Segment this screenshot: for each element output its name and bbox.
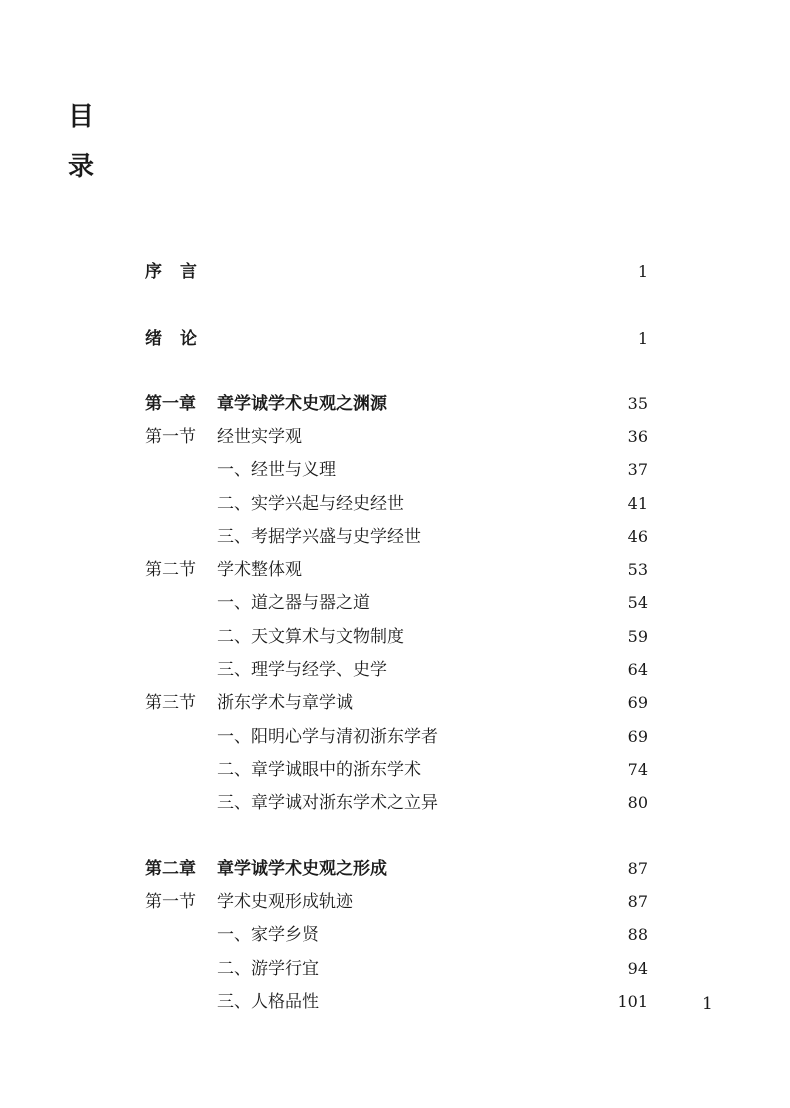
toc-entry-title: 学术整体观 [217, 560, 302, 580]
toc-entry-section [145, 424, 648, 450]
toc-entry-label: 第一章 [145, 394, 196, 414]
toc-entry-title: 一、阳明心学与清初浙东学者 [217, 727, 438, 747]
page-title-char-1: 目 [68, 102, 95, 132]
toc-entry-page: 1 [637, 329, 648, 348]
page-number: 1 [702, 994, 713, 1014]
toc-entry-section [145, 690, 648, 716]
toc-entry-page: 87 [627, 859, 648, 878]
toc-entry-subsection [145, 989, 648, 1015]
toc-entry-page: 88 [627, 925, 648, 944]
toc-entry-page: 74 [627, 760, 648, 779]
toc-entry-title: 三、考据学兴盛与史学经世 [217, 527, 421, 547]
toc-entry-subsection [145, 790, 648, 816]
toc-entry-introduction [145, 326, 648, 352]
toc-entry-label: 序言 [145, 262, 215, 282]
toc-entry-subsection [145, 724, 648, 750]
toc-entry-title: 三、人格品性 [217, 992, 319, 1012]
toc-entry-page: 41 [627, 494, 648, 513]
toc-entry-page: 94 [627, 959, 648, 978]
toc-entry-subsection [145, 590, 648, 616]
toc-entry-label: 第一节 [145, 427, 196, 447]
toc-entry-title: 学术史观形成轨迹 [217, 892, 353, 912]
toc-entry-page: 69 [627, 693, 648, 712]
toc-entry-title: 章学诚学术史观之形成 [217, 859, 387, 879]
toc-entry-subsection [145, 457, 648, 483]
toc-entry-section [145, 889, 648, 915]
toc-entry-title: 浙东学术与章学诚 [217, 693, 353, 713]
toc-entry-page: 36 [627, 427, 648, 446]
toc-entry-chapter [145, 856, 648, 882]
toc-entry-page: 59 [627, 627, 648, 646]
toc-entry-page: 87 [627, 892, 648, 911]
toc-entry-page: 80 [627, 793, 648, 812]
toc-entry-subsection [145, 922, 648, 948]
toc-entry-page: 101 [617, 992, 648, 1011]
toc-entry-label: 第一节 [145, 892, 196, 912]
toc-entry-title: 一、家学乡贤 [217, 925, 319, 945]
toc-entry-page: 46 [627, 527, 648, 546]
page-title-char-2: 录 [68, 152, 95, 182]
toc-entry-title: 二、天文算术与文物制度 [217, 627, 404, 647]
toc-entry-page: 64 [627, 660, 648, 679]
toc-entry-subsection [145, 657, 648, 683]
toc-entry-label: 绪论 [145, 329, 215, 349]
toc-entry-page: 53 [627, 560, 648, 579]
toc-entry-label: 第二章 [145, 859, 196, 879]
toc-entry-page: 54 [627, 593, 648, 612]
toc-entry-subsection [145, 757, 648, 783]
toc-entry-title: 一、道之器与器之道 [217, 593, 370, 613]
toc-entry-chapter [145, 391, 648, 417]
toc-entry-subsection [145, 491, 648, 517]
toc-entry-label: 第三节 [145, 693, 196, 713]
toc-entry-title: 经世实学观 [217, 427, 302, 447]
toc-entry-title: 二、实学兴起与经史经世 [217, 494, 404, 514]
toc-entry-title: 三、章学诚对浙东学术之立异 [217, 793, 438, 813]
toc-entry-preface [145, 259, 648, 285]
toc-entry-title: 一、经世与义理 [217, 460, 336, 480]
toc-entry-section [145, 557, 648, 583]
toc-entry-subsection [145, 624, 648, 650]
toc-entry-page: 69 [627, 727, 648, 746]
toc-entry-title: 章学诚学术史观之渊源 [217, 394, 387, 414]
toc-entry-subsection [145, 956, 648, 982]
toc-entry-page: 35 [627, 394, 648, 413]
toc-entry-subsection [145, 524, 648, 550]
toc-entry-label: 第二节 [145, 560, 196, 580]
toc-entry-page: 1 [637, 262, 648, 281]
toc-entry-title: 三、理学与经学、史学 [217, 660, 387, 680]
toc-entry-title: 二、章学诚眼中的浙东学术 [217, 760, 421, 780]
toc-entry-page: 37 [627, 460, 648, 479]
toc-entry-title: 二、游学行宜 [217, 959, 319, 979]
